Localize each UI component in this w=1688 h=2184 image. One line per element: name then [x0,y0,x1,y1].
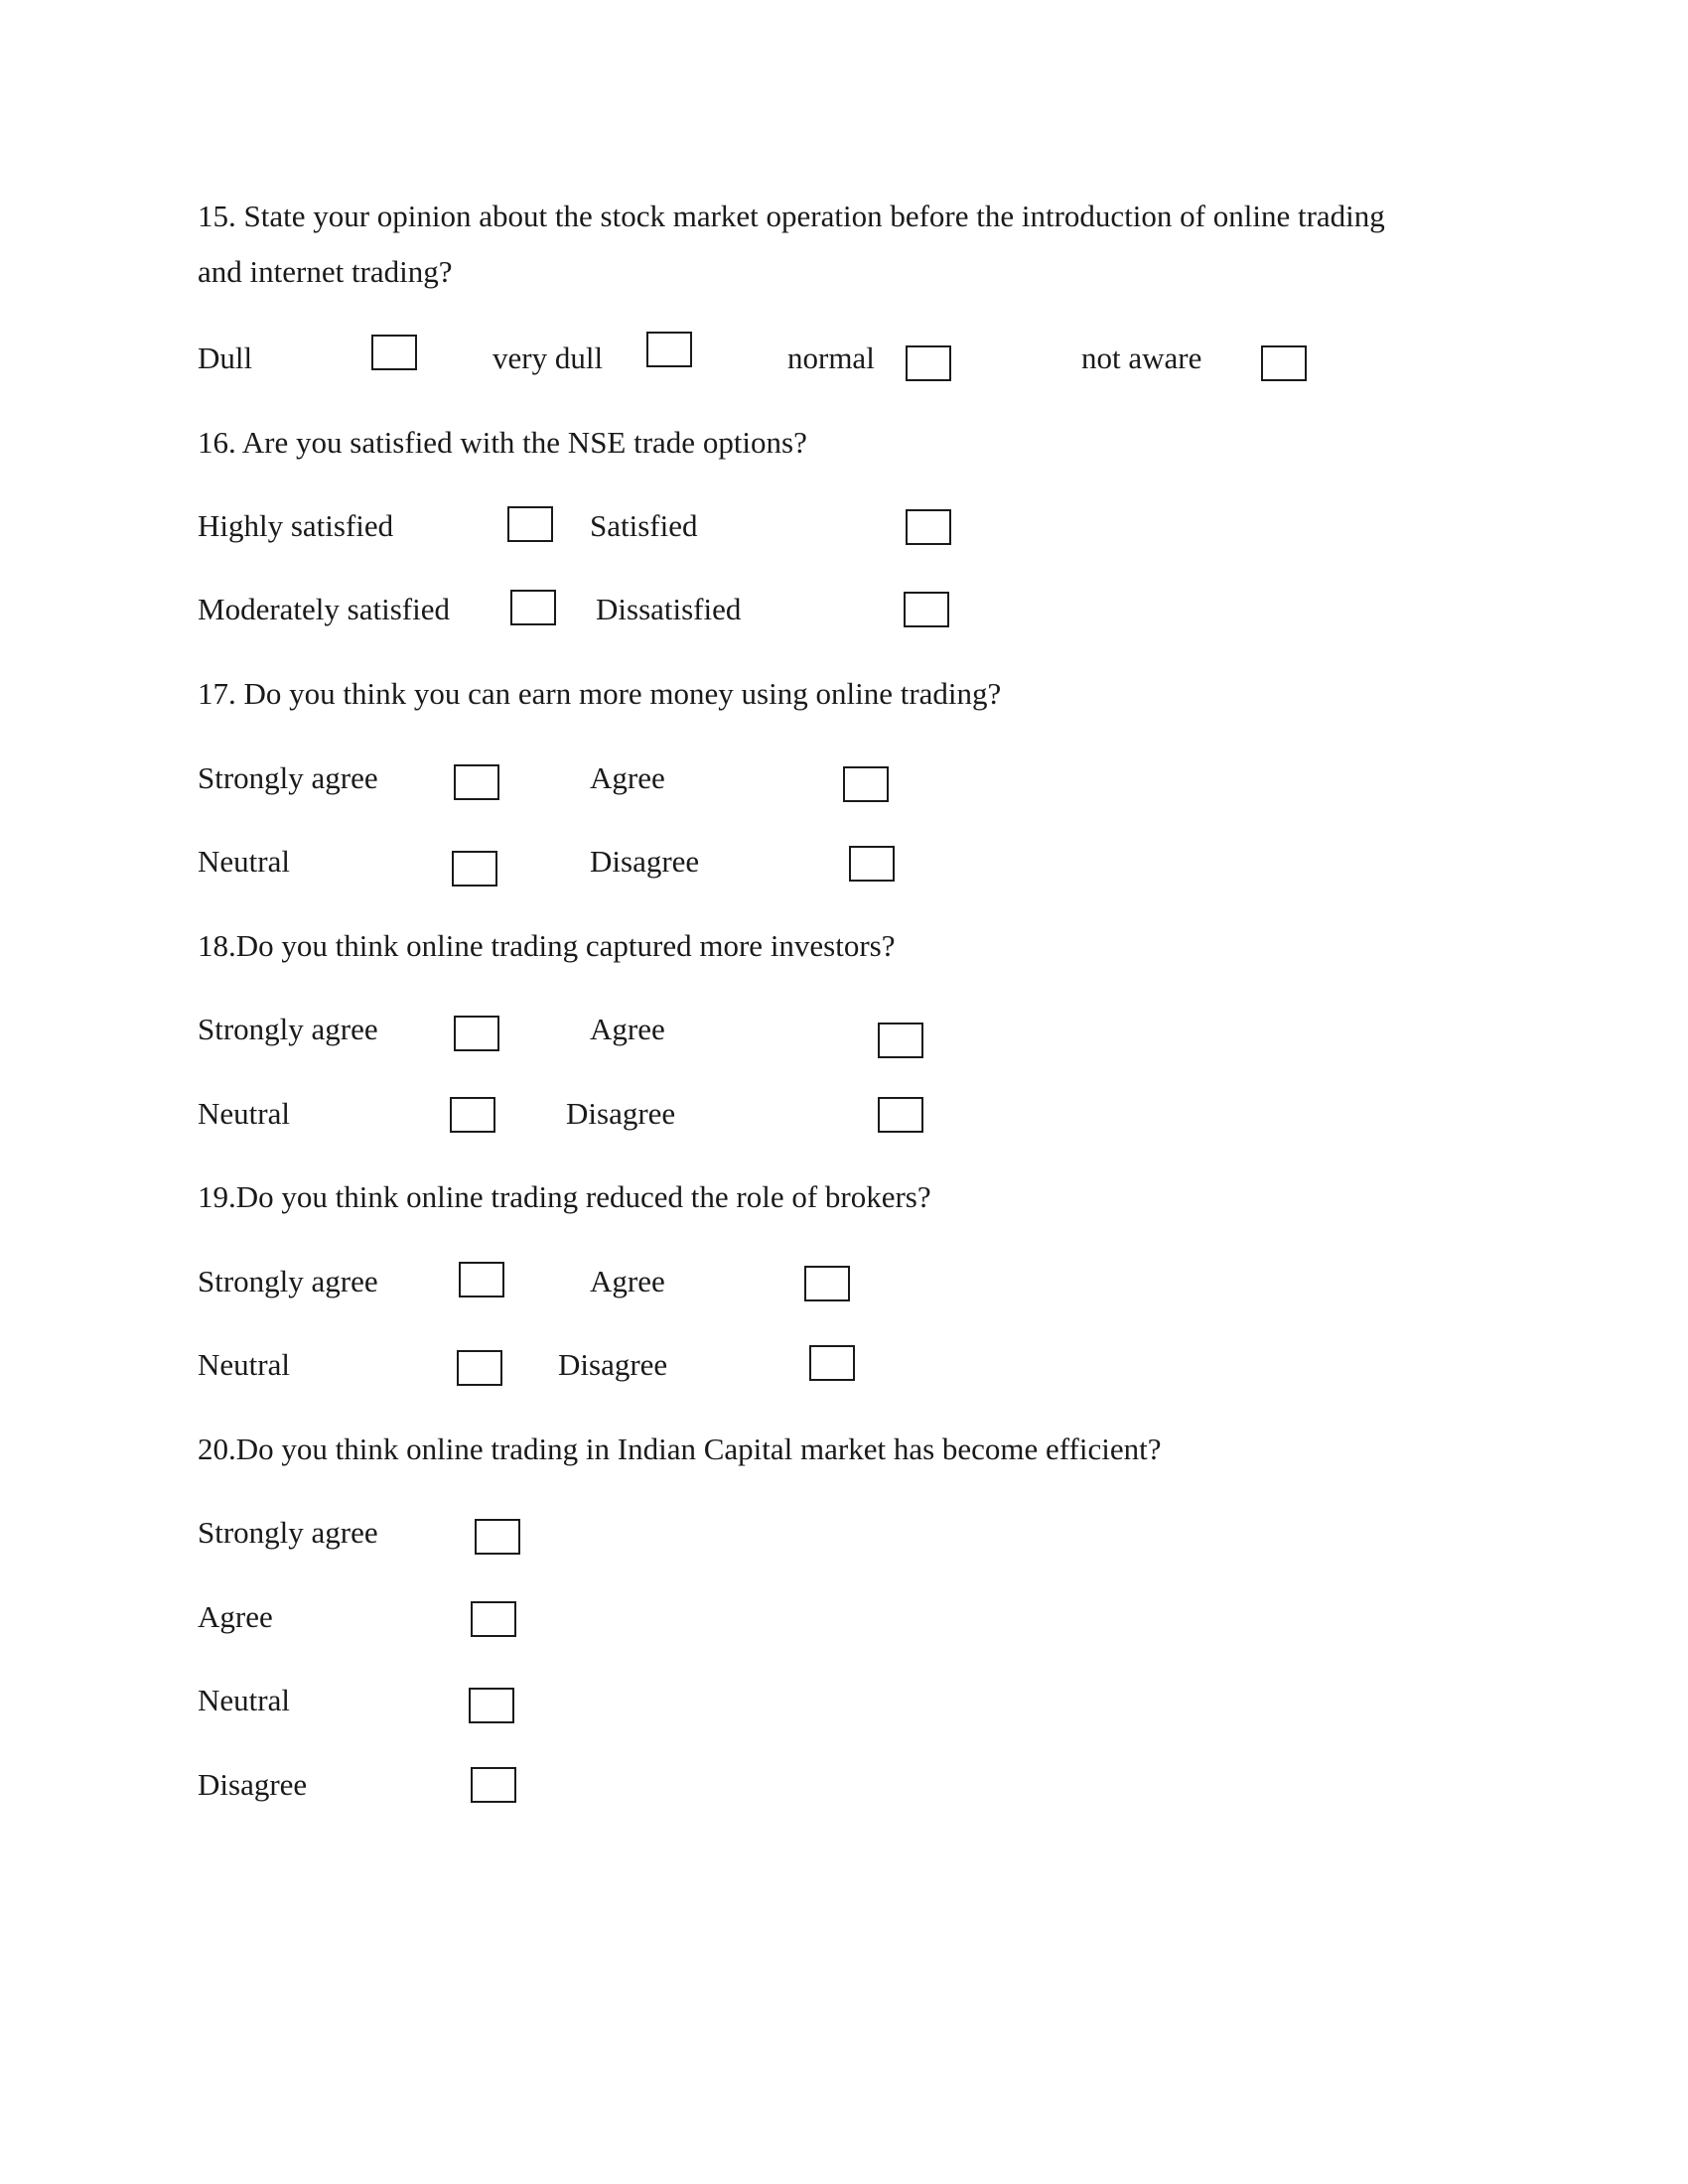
q19-checkbox-strongly-agree[interactable] [459,1262,504,1297]
q17-checkbox-agree[interactable] [843,766,889,802]
q16-checkbox-dissatisfied[interactable] [904,592,949,627]
question-17-text: 17. Do you think you can earn more money using online trading? [198,676,1002,711]
q18-checkbox-strongly-agree[interactable] [454,1016,499,1051]
q19-checkbox-disagree[interactable] [809,1345,855,1381]
q20-option-label-disagree: Disagree [198,1767,308,1802]
q17-option-label-strongly-agree: Strongly agree [198,760,378,795]
q15-checkbox-normal[interactable] [906,345,951,381]
q18-option-label-neutral: Neutral [198,1096,290,1131]
q20-option-label-agree: Agree [198,1599,273,1634]
q15-option-label-dull: Dull [198,341,253,375]
question-15-text-line1: 15. State your opinion about the stock market operation before the introduction of online trading [198,199,1385,233]
q19-option-label-strongly-agree: Strongly agree [198,1264,378,1298]
q16-checkbox-moderately-satisfied[interactable] [510,590,556,625]
q20-checkbox-disagree[interactable] [471,1767,516,1803]
question-19-text: 19.Do you think online trading reduced the role of brokers? [198,1179,931,1214]
q19-option-label-neutral: Neutral [198,1347,290,1382]
q20-checkbox-neutral[interactable] [469,1688,514,1723]
q20-option-label-neutral: Neutral [198,1683,290,1717]
q18-option-label-strongly-agree: Strongly agree [198,1012,378,1046]
q17-checkbox-disagree[interactable] [849,846,895,882]
question-18-text: 18.Do you think online trading captured more investors? [198,928,896,963]
q16-checkbox-highly-satisfied[interactable] [507,506,553,542]
q17-option-label-disagree: Disagree [590,844,700,879]
question-20-text: 20.Do you think online trading in Indian Capital market has become efficient? [198,1432,1162,1466]
q16-checkbox-satisfied[interactable] [906,509,951,545]
q15-option-label-very-dull: very dull [492,341,604,375]
q15-checkbox-very-dull[interactable] [646,332,692,367]
q17-option-label-neutral: Neutral [198,844,290,879]
q19-option-label-agree: Agree [590,1264,665,1298]
q15-option-label-not-aware: not aware [1081,341,1202,375]
q16-option-label-moderately-satisfied: Moderately satisfied [198,592,450,626]
q18-checkbox-neutral[interactable] [450,1097,495,1133]
q16-option-label-satisfied: Satisfied [590,508,698,543]
q19-checkbox-agree[interactable] [804,1266,850,1301]
q17-checkbox-strongly-agree[interactable] [454,764,499,800]
q17-checkbox-neutral[interactable] [452,851,497,887]
q20-checkbox-agree[interactable] [471,1601,516,1637]
q17-option-label-agree: Agree [590,760,665,795]
q19-option-label-disagree: Disagree [558,1347,668,1382]
q20-checkbox-strongly-agree[interactable] [475,1519,520,1555]
q20-option-label-strongly-agree: Strongly agree [198,1515,378,1550]
q19-checkbox-neutral[interactable] [457,1350,502,1386]
q18-option-label-disagree: Disagree [566,1096,676,1131]
q18-option-label-agree: Agree [590,1012,665,1046]
q15-option-label-normal: normal [787,341,875,375]
question-15-text-line2: and internet trading? [198,254,453,289]
q16-option-label-dissatisfied: Dissatisfied [596,592,742,626]
q18-checkbox-disagree[interactable] [878,1097,923,1133]
q15-checkbox-not-aware[interactable] [1261,345,1307,381]
q18-checkbox-agree[interactable] [878,1023,923,1058]
q16-option-label-highly-satisfied: Highly satisfied [198,508,394,543]
question-16-text: 16. Are you satisfied with the NSE trade options? [198,425,807,460]
q15-checkbox-dull[interactable] [371,335,417,370]
